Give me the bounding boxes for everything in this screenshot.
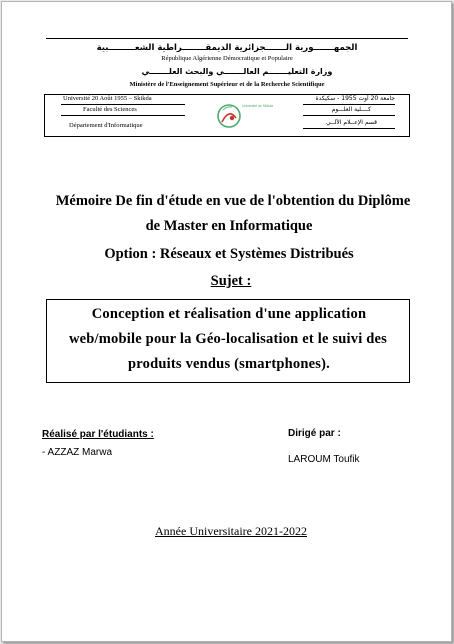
university-logo bbox=[212, 96, 273, 132]
student-name: - AZZAZ Marwa bbox=[42, 447, 113, 458]
header-arabic-republic: الجمهـــــــورية الـــــــجزائرية الديمقــــــــراطية الشعـــــــــبية bbox=[96, 43, 358, 53]
supervisor-name: LAROUM Toufik bbox=[288, 454, 360, 465]
logo-caption: Université de Skikda bbox=[242, 104, 273, 108]
department-name-ar: قسم الإعــلام الآلــي bbox=[326, 119, 377, 126]
department-name-fr: Département d'Informatique bbox=[69, 122, 143, 129]
subject-label: Sujet : bbox=[210, 273, 252, 289]
faculty-name-fr: Faculté des Sciences bbox=[83, 106, 137, 113]
supervisor-label: Dirigé par : bbox=[288, 428, 341, 439]
subject-box bbox=[46, 299, 410, 383]
faculty-name-ar: كــــلية العلـــوم bbox=[331, 106, 371, 113]
header-arabic-ministry: وزارة التعليـــــــم العالـــــــي والبحث العلـــــــي bbox=[141, 67, 333, 76]
academic-year: Année Universitaire 2021-2022 bbox=[155, 524, 307, 538]
cell-rule bbox=[61, 115, 185, 116]
university-name-ar: جامعة 20 أوت 1955 - سكيكدة bbox=[315, 95, 395, 102]
top-rule bbox=[46, 38, 408, 39]
memoire-title-line1: Mémoire De fin d'étude en vue de l'obtention du Diplôme bbox=[55, 193, 411, 209]
cell-rule bbox=[303, 115, 395, 116]
cell-rule bbox=[303, 104, 395, 105]
memoire-title-line2: de Master en Informatique bbox=[145, 218, 313, 234]
cell-rule bbox=[61, 104, 185, 105]
header-french-republic: République Algérienne Démocratique et Populaire bbox=[161, 55, 293, 62]
subject-line1: Conception et réalisation d'une application bbox=[91, 306, 367, 322]
student-label: Réalisé par l'étudiants : bbox=[42, 429, 154, 440]
header-french-ministry: Ministère de l'Enseignement Supérieur et de la Recherche Scientifique bbox=[129, 81, 325, 88]
cell-rule bbox=[303, 128, 395, 129]
option-line: Option : Réseaux et Systèmes Distribués bbox=[104, 246, 354, 262]
subject-line2: web/mobile pour la Géo-localisation et le suivi des bbox=[68, 331, 388, 347]
university-name-fr: Université 20 Août 1955 – Skikda bbox=[63, 95, 152, 102]
subject-line3: produits vendus (smartphones). bbox=[128, 356, 330, 372]
